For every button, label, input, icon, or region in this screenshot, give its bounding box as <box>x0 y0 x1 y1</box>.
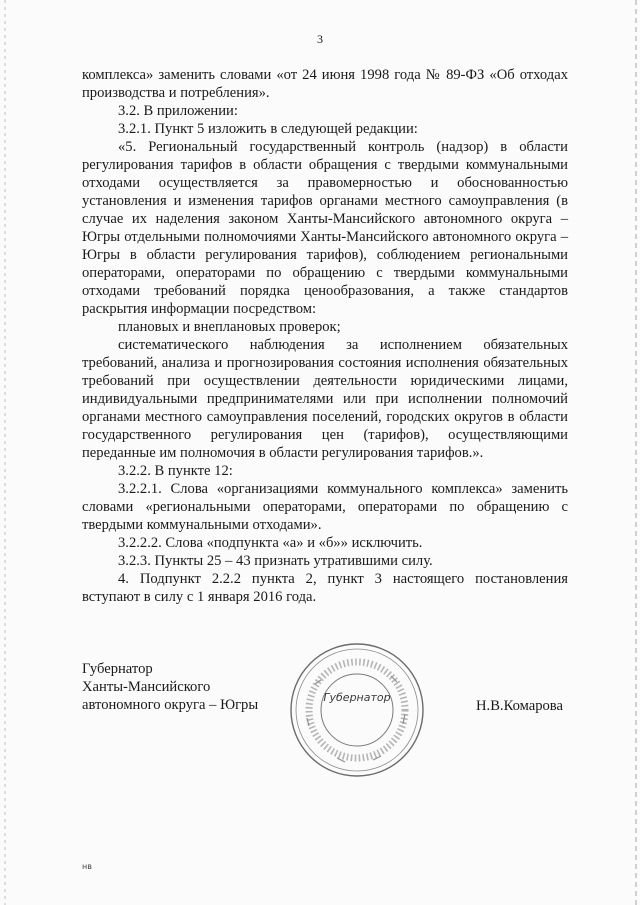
signatory-name: Н.В.Комарова <box>476 698 563 714</box>
document-body <box>82 66 568 606</box>
paragraph: 3.2. В приложении: <box>118 103 238 119</box>
paragraph: 3.2.2.1. Слова «организациями коммунального комплекса» заменить словами «региональными операторами, операторами по обращению с твердыми коммунальными отходами». <box>82 481 568 533</box>
official-seal-stamp <box>287 640 427 780</box>
paragraph: «5. Региональный государственный контроль (надзор) в области регулирования тарифов в области обращения с твердыми коммунальными отходами осуществляется за правомерностью и обоснованностью установления и изменения тарифов органами местного самоуправления (в случае их наделения законом Ханты-Мансийского автономного округа – Югры отдельными полномочиями Ханты-Мансийского автономного округа – Югры в области регулирования тарифов), соблюдением региональными операторами, операторами по обращению с твердыми коммунальными отходами требований порядка ценообразования, а также стандартов раскрытия информации посредством: <box>82 139 568 317</box>
paragraph: 3.2.1. Пункт 5 изложить в следующей редакции: <box>118 121 418 137</box>
scan-edge-right <box>635 0 637 905</box>
paragraph: 3.2.3. Пункты 25 – 43 признать утратившими силу. <box>118 553 433 569</box>
seal-label: Губернатор <box>323 691 391 704</box>
paragraph: систематического наблюдения за исполнением обязательных требований, анализа и прогнозирования состояния исполнения обязательных требований при осуществлении деятельности юридическими лицами, индивидуальными предпринимателями или при исполнении полномочий органами местного самоуправления поселений, городских округов в области государственного регулирования цен (тарифов), осуществляющими переданные им полномочия в области регулирования тарифов.». <box>82 337 568 461</box>
signatory-title-line: автономного округа – Югры <box>82 697 259 713</box>
paragraph: 3.2.2. В пункте 12: <box>118 463 233 479</box>
footer-mark: нв <box>82 862 92 871</box>
signatory-title-line: Ханты-Мансийского <box>82 679 211 695</box>
page-number: 3 <box>317 32 323 46</box>
signatory-title-line: Губернатор <box>82 661 153 677</box>
paragraph: 4. Подпункт 2.2.2 пункта 2, пункт 3 настоящего постановления вступают в силу с 1 января 2016 года. <box>82 571 568 605</box>
paragraph: плановых и внеплановых проверок; <box>118 319 341 335</box>
paragraph: комплекса» заменить словами «от 24 июня 1998 года № 89-ФЗ «Об отходах производства и потребления». <box>82 67 568 101</box>
paragraph: 3.2.2.2. Слова «подпункта «а» и «б»» исключить. <box>118 535 423 551</box>
signatory-title <box>82 660 258 714</box>
scan-edge-left <box>4 0 6 905</box>
